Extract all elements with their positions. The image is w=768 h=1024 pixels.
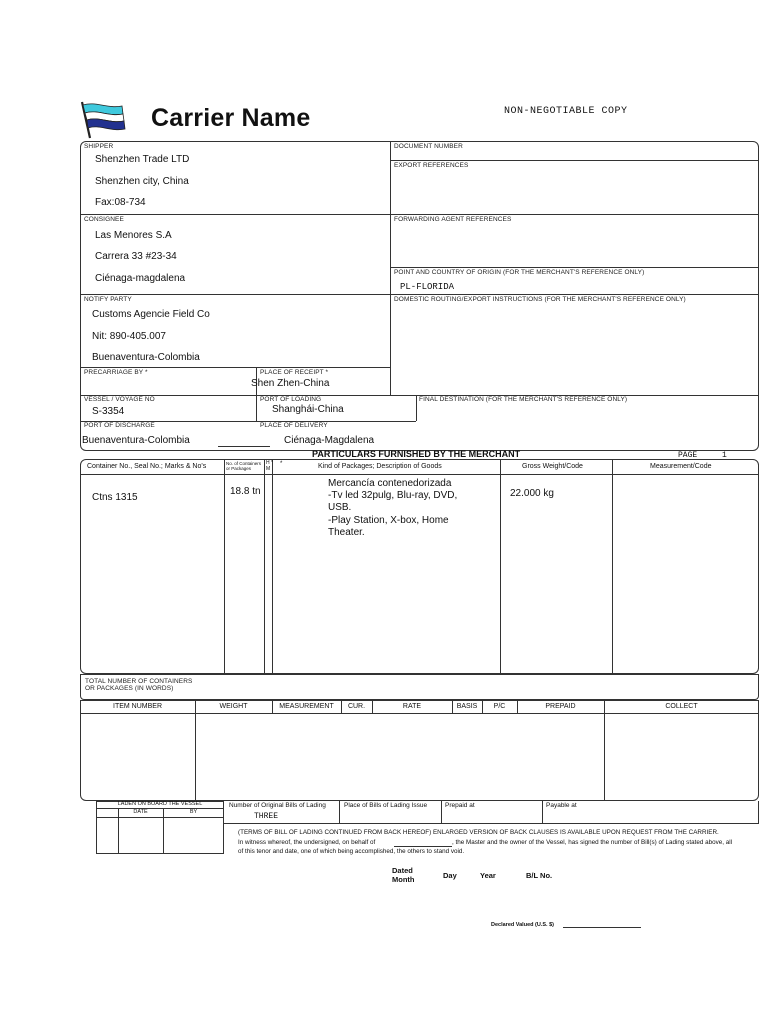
dated-year: Year	[480, 871, 496, 880]
shipper-fax: Fax:08-734	[95, 197, 146, 208]
shipper-label: SHIPPER	[84, 143, 114, 150]
forwarding-agent-label: FORWARDING AGENT REFERENCES	[394, 216, 512, 223]
laden-by: BY	[189, 809, 198, 815]
laden-label: LADEN ON BOARD THE VESSEL	[117, 801, 203, 807]
vessel-label: VESSEL / VOYAGE NO	[84, 396, 155, 403]
notify-party-label: NOTIFY PARTY	[84, 296, 132, 303]
notify-party-nit: Nit: 890-405.007	[92, 331, 166, 342]
point-of-origin-label: POINT AND COUNTRY OF ORIGIN (FOR THE MERCHANT'S REFERENCE ONLY)	[394, 269, 645, 276]
charges-col-rate: RATE	[402, 703, 422, 710]
charges-col-basis: BASIS	[456, 703, 478, 710]
col-hm	[266, 461, 273, 472]
place-of-issue-label: Place of Bills of Lading Issue	[344, 802, 428, 809]
charges-col-prepaid: PREPAID	[545, 703, 576, 710]
place-of-delivery-value: Ciénaga-Magdalena	[284, 435, 375, 446]
dated-label-2: Month	[392, 875, 415, 884]
description-line: Theater.	[328, 526, 365, 538]
shipper-city: Shenzhen city, China	[95, 176, 189, 187]
place-of-delivery-label: PLACE OF DELIVERY	[260, 422, 328, 429]
total-containers-label-2: OR PACKAGES (IN WORDS)	[85, 685, 174, 692]
port-of-loading-label: PORT OF LOADING	[260, 396, 322, 403]
terms-line-2b: , the Master and the owner of the Vessel, has signed the number of Bill(s) of Lading stated above, all	[452, 839, 733, 846]
port-of-discharge-value: Buenaventura-Colombia	[82, 435, 190, 446]
col-kind: Kind of Packages; Description of Goods	[318, 463, 442, 470]
originals-value: THREE	[254, 812, 279, 821]
page-label: PAGE	[678, 451, 698, 460]
notify-party-name: Customs Agencie Field Co	[92, 309, 210, 320]
col-weight: Gross Weight/Code	[522, 463, 583, 470]
place-of-receipt-value: Shen Zhen-China	[251, 378, 330, 389]
consignee-name: Las Menores S.A	[95, 230, 172, 241]
laden-date: DATE	[133, 809, 148, 815]
charges-box	[80, 700, 759, 801]
consignee-label: CONSIGNEE	[84, 216, 124, 223]
col-num	[226, 461, 261, 471]
vessel-value: S-3354	[92, 406, 125, 417]
charges-col-measurement: MEASUREMENT	[279, 703, 334, 710]
copy-type: NON-NEGOTIABLE COPY	[504, 106, 628, 117]
originals-label: Number of Original Bills of Lading	[229, 802, 326, 809]
terms-line-2a: In witness whereof, the undersigned, on behalf of	[238, 839, 376, 846]
row-weight: 22.000 kg	[510, 488, 554, 499]
page-number: 1	[722, 451, 727, 460]
terms-line-3: of this tenor and date, one of which being accomplished, the others to stand void.	[238, 848, 465, 855]
particulars-title: PARTICULARS FURNISHED BY THE MERCHANT	[312, 449, 521, 459]
dated-day: Day	[443, 871, 457, 880]
carrier-name: Carrier Name	[151, 104, 311, 132]
description-line: -Tv led 32pulg, Blu-ray, DVD,	[328, 490, 458, 502]
shipper-name: Shenzhen Trade LTD	[95, 154, 190, 165]
charges-col-item: ITEM NUMBER	[113, 703, 162, 710]
charges-col-cur: CUR.	[347, 703, 366, 710]
consignee-city: Ciénaga-magdalena	[95, 273, 186, 284]
row-description	[328, 478, 457, 539]
charges-col-pc: P/C	[493, 703, 506, 710]
col-num-line2: or Packages	[226, 466, 252, 471]
prepaid-at-label: Prepaid at	[445, 802, 475, 809]
export-references-label: EXPORT REFERENCES	[394, 162, 469, 169]
dated-label-1: Dated	[392, 866, 413, 875]
point-of-origin-value: PL-FLORIDA	[400, 282, 455, 292]
port-of-loading-value: Shanghái-China	[272, 404, 344, 415]
terms-line-1: (TERMS OF BILL OF LADING CONTINUED FROM BACK HEREOF) ENLARGED VERSION OF BACK CLAUSES IS AVAILABLE UPON REQUEST FROM THE CARRIER.	[238, 829, 719, 836]
col-hm-line1: H *	[266, 460, 273, 466]
notify-party-city: Buenaventura-Colombia	[92, 352, 200, 363]
col-measurement: Measurement/Code	[650, 463, 712, 470]
consignee-address: Carrera 33 #23-34	[95, 251, 177, 262]
description-line: USB.	[328, 502, 352, 514]
description-line: Mercancía contenedorizada	[328, 478, 452, 489]
place-of-receipt-label: PLACE OF RECEIPT *	[260, 369, 329, 376]
description-line: -Play Station, X-box, Home	[328, 514, 449, 526]
col-marks: Container No., Seal No.; Marks & No's	[87, 463, 207, 470]
charges-col-collect: COLLECT	[665, 703, 698, 710]
col-star: *	[280, 461, 283, 467]
row-num: 18.8 tn	[230, 486, 261, 497]
declared-value-label: Declared Valued (U.S. $)	[491, 922, 554, 928]
port-of-discharge-label: PORT OF DISCHARGE	[84, 422, 155, 429]
total-containers-label-1: TOTAL NUMBER OF CONTAINERS	[85, 678, 193, 685]
col-num-line1: No. of Containers	[226, 461, 262, 466]
domestic-routing-label: DOMESTIC ROUTING/EXPORT INSTRUCTIONS (FOR THE MERCHANT'S REFERENCE ONLY)	[394, 296, 686, 303]
precarriage-label: PRECARRIAGE BY *	[84, 369, 148, 376]
final-destination-label: FINAL DESTINATION (FOR THE MERCHANT'S REFERENCE ONLY)	[419, 396, 628, 403]
document-number-label: DOCUMENT NUMBER	[394, 143, 463, 150]
dated-label	[392, 866, 415, 884]
col-hm-line2: M	[266, 465, 271, 472]
charges-col-weight: WEIGHT	[219, 703, 248, 710]
carrier-flag-logo	[76, 100, 128, 142]
bl-no-label: B/L No.	[526, 871, 553, 880]
payable-at-label: Payable at	[546, 802, 577, 809]
row-marks: Ctns 1315	[92, 492, 138, 503]
